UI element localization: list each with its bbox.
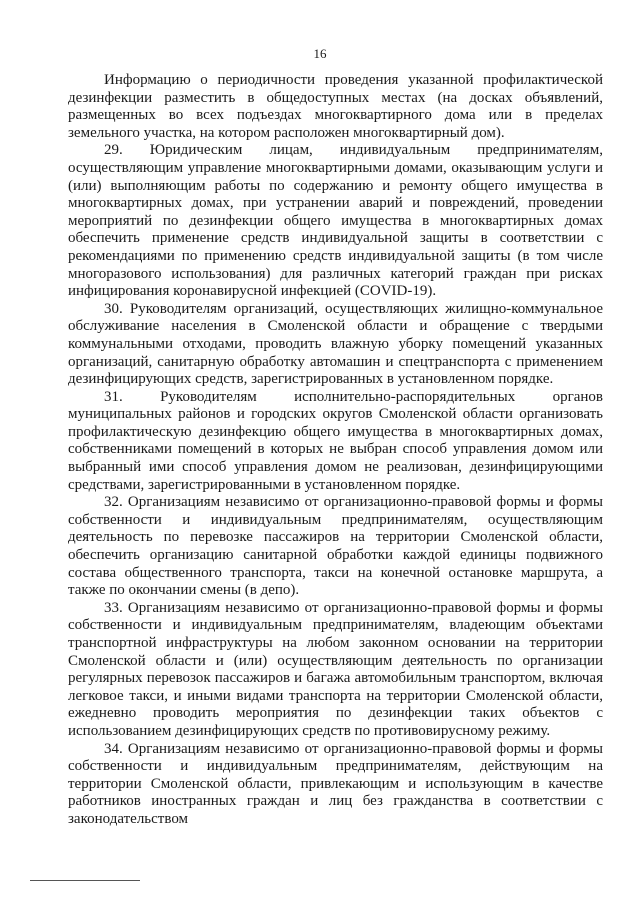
paragraph-31: 31. Руководителям исполнительно-распорядительных органов муниципальных районов и городских округов Смоленской области организовать профилактическую дезинфекцию общего имущества в многоквартирных домах, собственниками помещений в которых не выбран способ управления домом или выбранный ими способ управления домом не реализован, дезинфицирующими средствами, зарегистрированными в установленном порядке. [68, 388, 603, 493]
document-body [68, 72, 603, 829]
paragraph-30: 30. Руководителям организаций, осуществляющих жилищно-коммунальное обслуживание населения в Смоленской области и обращение с твердыми коммунальными отходами, проводить влажную уборку помещений указанных организаций, санитарную обработку автомашин и спецтранспорта с применением дезинфицирующих средств, зарегистрированных в установленном порядке. [68, 300, 603, 388]
footer-divider [30, 880, 140, 881]
paragraph-29: 29. Юридическим лицам, индивидуальным предпринимателям, осуществляющим управление многоквартирными домами, оказывающим услуги и (или) выполняющим работы по содержанию и ремонту общего имущества в многоквартирных домах, при устранении аварий и повреждений, проведении мероприятий по дезинфекции общего имущества в многоквартирных домах обеспечить применение средств индивидуальной защиты в соответствии с рекомендациями по применению средств индивидуальной защиты (в том числе многоразового использования) для различных категорий граждан при рисках инфицирования коронавирусной инфекцией (COVID-19). [68, 142, 603, 300]
paragraph-34: 34. Организациям независимо от организационно-правовой формы и формы собственности и индивидуальным предпринимателям, действующим на территории Смоленской области, привлекающим и использующим в качестве работников иностранных граждан и лиц без гражданства в соответствии с законодательством [68, 740, 603, 827]
paragraph-33: 33. Организациям независимо от организационно-правовой формы и формы собственности и индивидуальным предпринимателям, владеющим объектами транспортной инфраструктуры на любом законном основании на территории Смоленской области и (или) осуществляющим деятельность по организации регулярных перевозок пассажиров и багажа автомобильным транспортом, включая легковое такси, и иными видами транспорта на территории Смоленской области, ежедневно проводить мероприятия по дезинфекции таких объектов с использованием дезинфицирующих средств по противовирусному режиму. [68, 599, 603, 739]
page-number: 16 [313, 46, 327, 61]
paragraph-32: 32. Организациям независимо от организационно-правовой формы и формы собственности и индивидуальным предпринимателям, осуществляющим деятельность по перевозке пассажиров на территории Смоленской области, обеспечить организацию санитарной обработки каждой единицы подвижного состава общественного транспорта, такси на конечной остановке маршрута, а также по окончании смены (в депо). [68, 494, 603, 599]
paragraph-disinfection-info: Информацию о периодичности проведения указанной профилактической дезинфекции разместить в общедоступных местах (на досках объявлений, размещенных во всех подъездах многоквартирного дома или в пределах земельного участка, на котором расположен многоквартирный дом). [68, 72, 603, 141]
